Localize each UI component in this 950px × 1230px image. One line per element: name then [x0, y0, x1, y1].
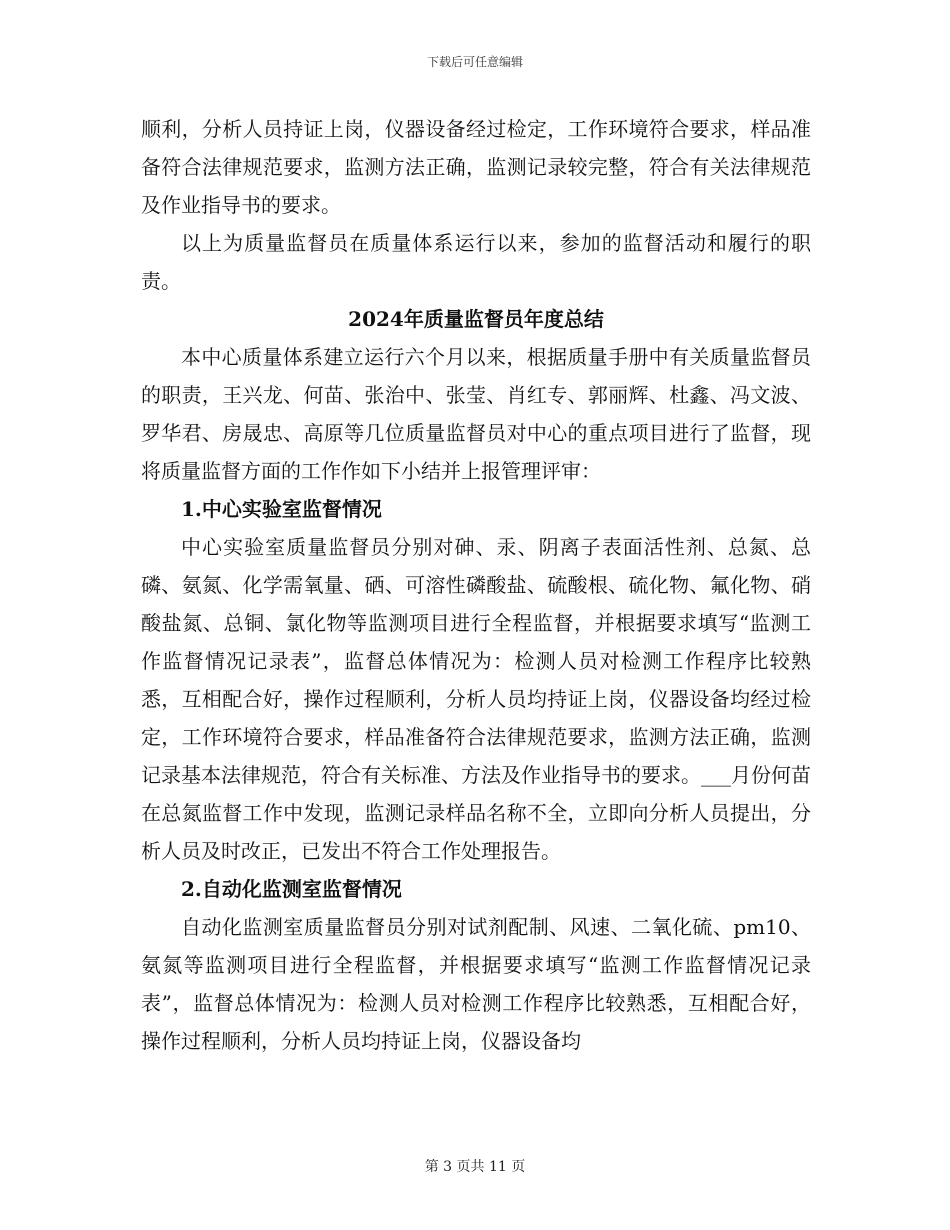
- subheading-automation-lab: 2.自动化监测室监督情况: [181, 877, 402, 901]
- paragraph-intro: 本中心质量体系建立运行六个月以来，根据质量手册中有关质量监督员的职责，王兴龙、何苗、张治中、张莹、肖红专、郭丽辉、杜鑫、冯文波、罗华君、房晟忠、高原等几位质量监督员对中心的重点项目进行了监督，现将质量监督方面的工作作如下小结并上报管理评审：: [141, 345, 811, 483]
- paragraph-continuation: 顺利，分析人员持证上岗，仪器设备经过检定，工作环境符合要求，样品准备符合法律规范要求，监测方法正确，监测记录较完整，符合有关法律规范及作业指导书的要求。: [141, 117, 811, 217]
- page-header: 下载后可任意编辑: [426, 55, 523, 69]
- subheading-central-lab: 1.中心实验室监督情况: [181, 497, 382, 521]
- paragraph-conclusion: 以上为质量监督员在质量体系运行以来，参加的监督活动和履行的职责。: [141, 231, 811, 293]
- section-title: 2024年质量监督员年度总结: [348, 307, 604, 331]
- paragraph-automation-lab: 自动化监测室质量监督员分别对试剂配制、风速、二氧化硫、pm10、氨氮等监测项目进行全程监督，并根据要求填写“监测工作监督情况记录表”，监督总体情况为：检测人员对检测工作程序比较熟悉，互相配合好，操作过程顺利，分析人员均持证上岗，仪器设备均: [141, 915, 811, 1053]
- document-body: [141, 110, 811, 1060]
- paragraph-central-lab: 中心实验室质量监督员分别对砷、汞、阴离子表面活性剂、总氮、总磷、氨氮、化学需氧量、硒、可溶性磷酸盐、硫酸根、硫化物、氟化物、硝酸盐氮、总铜、氯化物等监测项目进行全程监督，并根据要求填写“监测工作监督情况记录表”，监督总体情况为：检测人员对检测工作程序比较熟悉，互相配合好，操作过程顺利，分析人员均持证上岗，仪器设备均经过检定，工作环境符合要求，样品准备符合法律规范要求，监测方法正确，监测记录基本法律规范，符合有关标准、方法及作业指导书的要求。___月份何苗在总氮监督工作中发现，监测记录样品名称不全，立即向分析人员提出，分析人员及时改正，已发出不符合工作处理报告。: [141, 535, 811, 863]
- page-number: 第 3 页共 11 页: [424, 1159, 526, 1175]
